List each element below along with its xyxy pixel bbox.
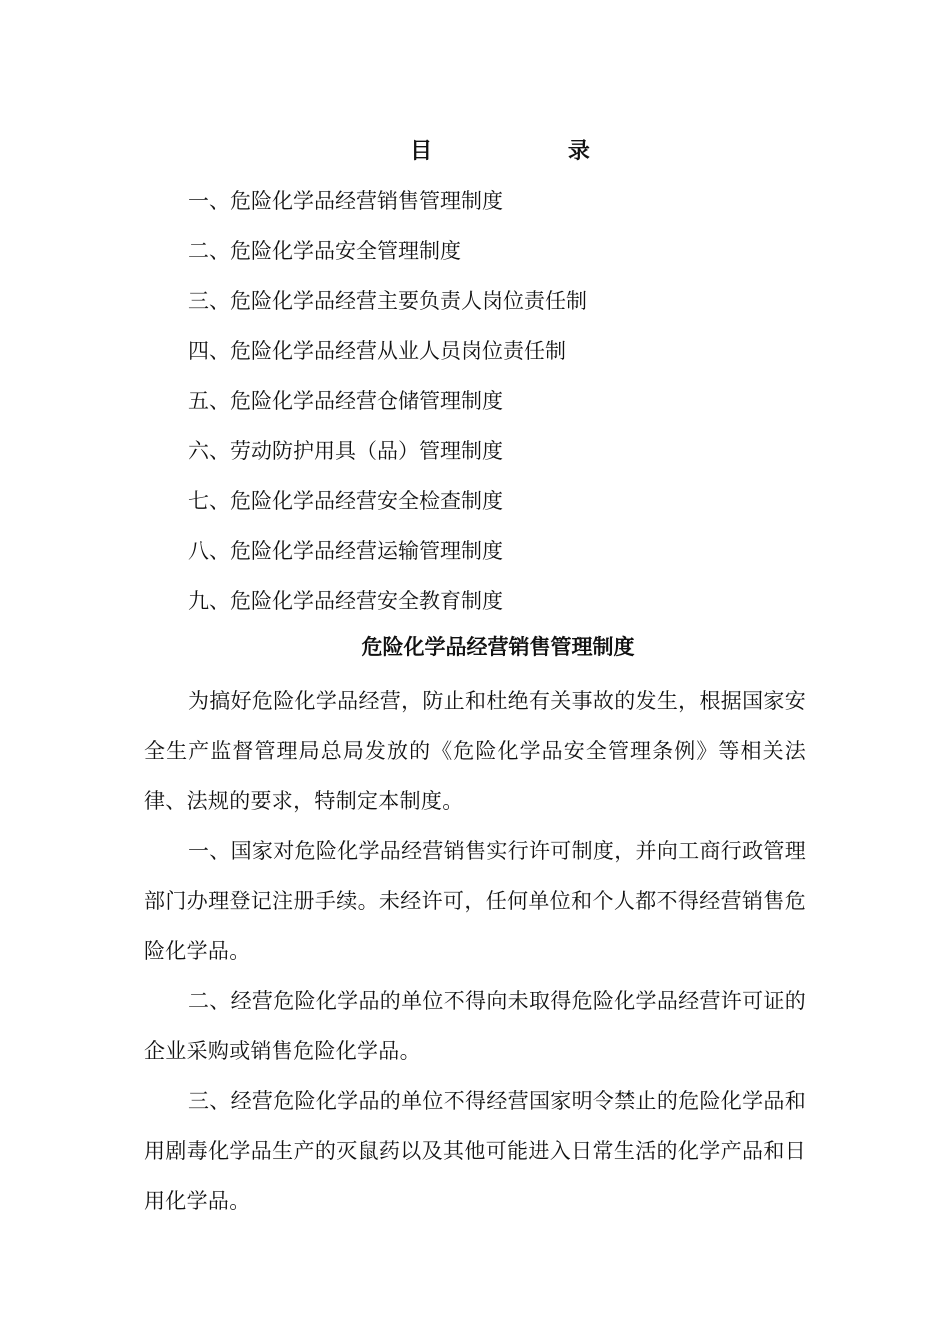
toc-item: 五、危险化学品经营仓储管理制度 <box>188 389 503 413</box>
toc-item: 六、劳动防护用具（品）管理制度 <box>188 439 503 463</box>
toc-item: 九、危险化学品经营安全教育制度 <box>188 589 503 613</box>
section-title: 危险化学品经营销售管理制度 <box>361 634 635 659</box>
section-body <box>144 676 806 1226</box>
paragraph: 为搞好危险化学品经营，防止和杜绝有关事故的发生，根据国家安全生产监督管理局总局发放的《危险化学品安全管理条例》等相关法律、法规的要求，特制定本制度。 <box>144 689 806 813</box>
toc-list <box>188 176 587 626</box>
toc-item: 七、危险化学品经营安全检查制度 <box>188 489 503 513</box>
toc-item: 四、危险化学品经营从业人员岗位责任制 <box>188 339 566 363</box>
toc-item: 二、危险化学品安全管理制度 <box>188 239 461 263</box>
toc-item: 一、危险化学品经营销售管理制度 <box>188 189 503 213</box>
paragraph: 一、国家对危险化学品经营销售实行许可制度，并向工商行政管理部门办理登记注册手续。未经许可，任何单位和个人都不得经营销售危险化学品。 <box>144 839 806 963</box>
toc-item: 八、危险化学品经营运输管理制度 <box>188 539 503 563</box>
toc-title: 目 录 <box>410 138 654 164</box>
paragraph: 三、经营危险化学品的单位不得经营国家明令禁止的危险化学品和用剧毒化学品生产的灭鼠药以及其他可能进入日常生活的化学产品和日用化学品。 <box>144 1089 806 1213</box>
toc-item: 三、危险化学品经营主要负责人岗位责任制 <box>188 289 587 313</box>
paragraph: 二、经营危险化学品的单位不得向未取得危险化学品经营许可证的企业采购或销售危险化学品。 <box>144 989 806 1063</box>
